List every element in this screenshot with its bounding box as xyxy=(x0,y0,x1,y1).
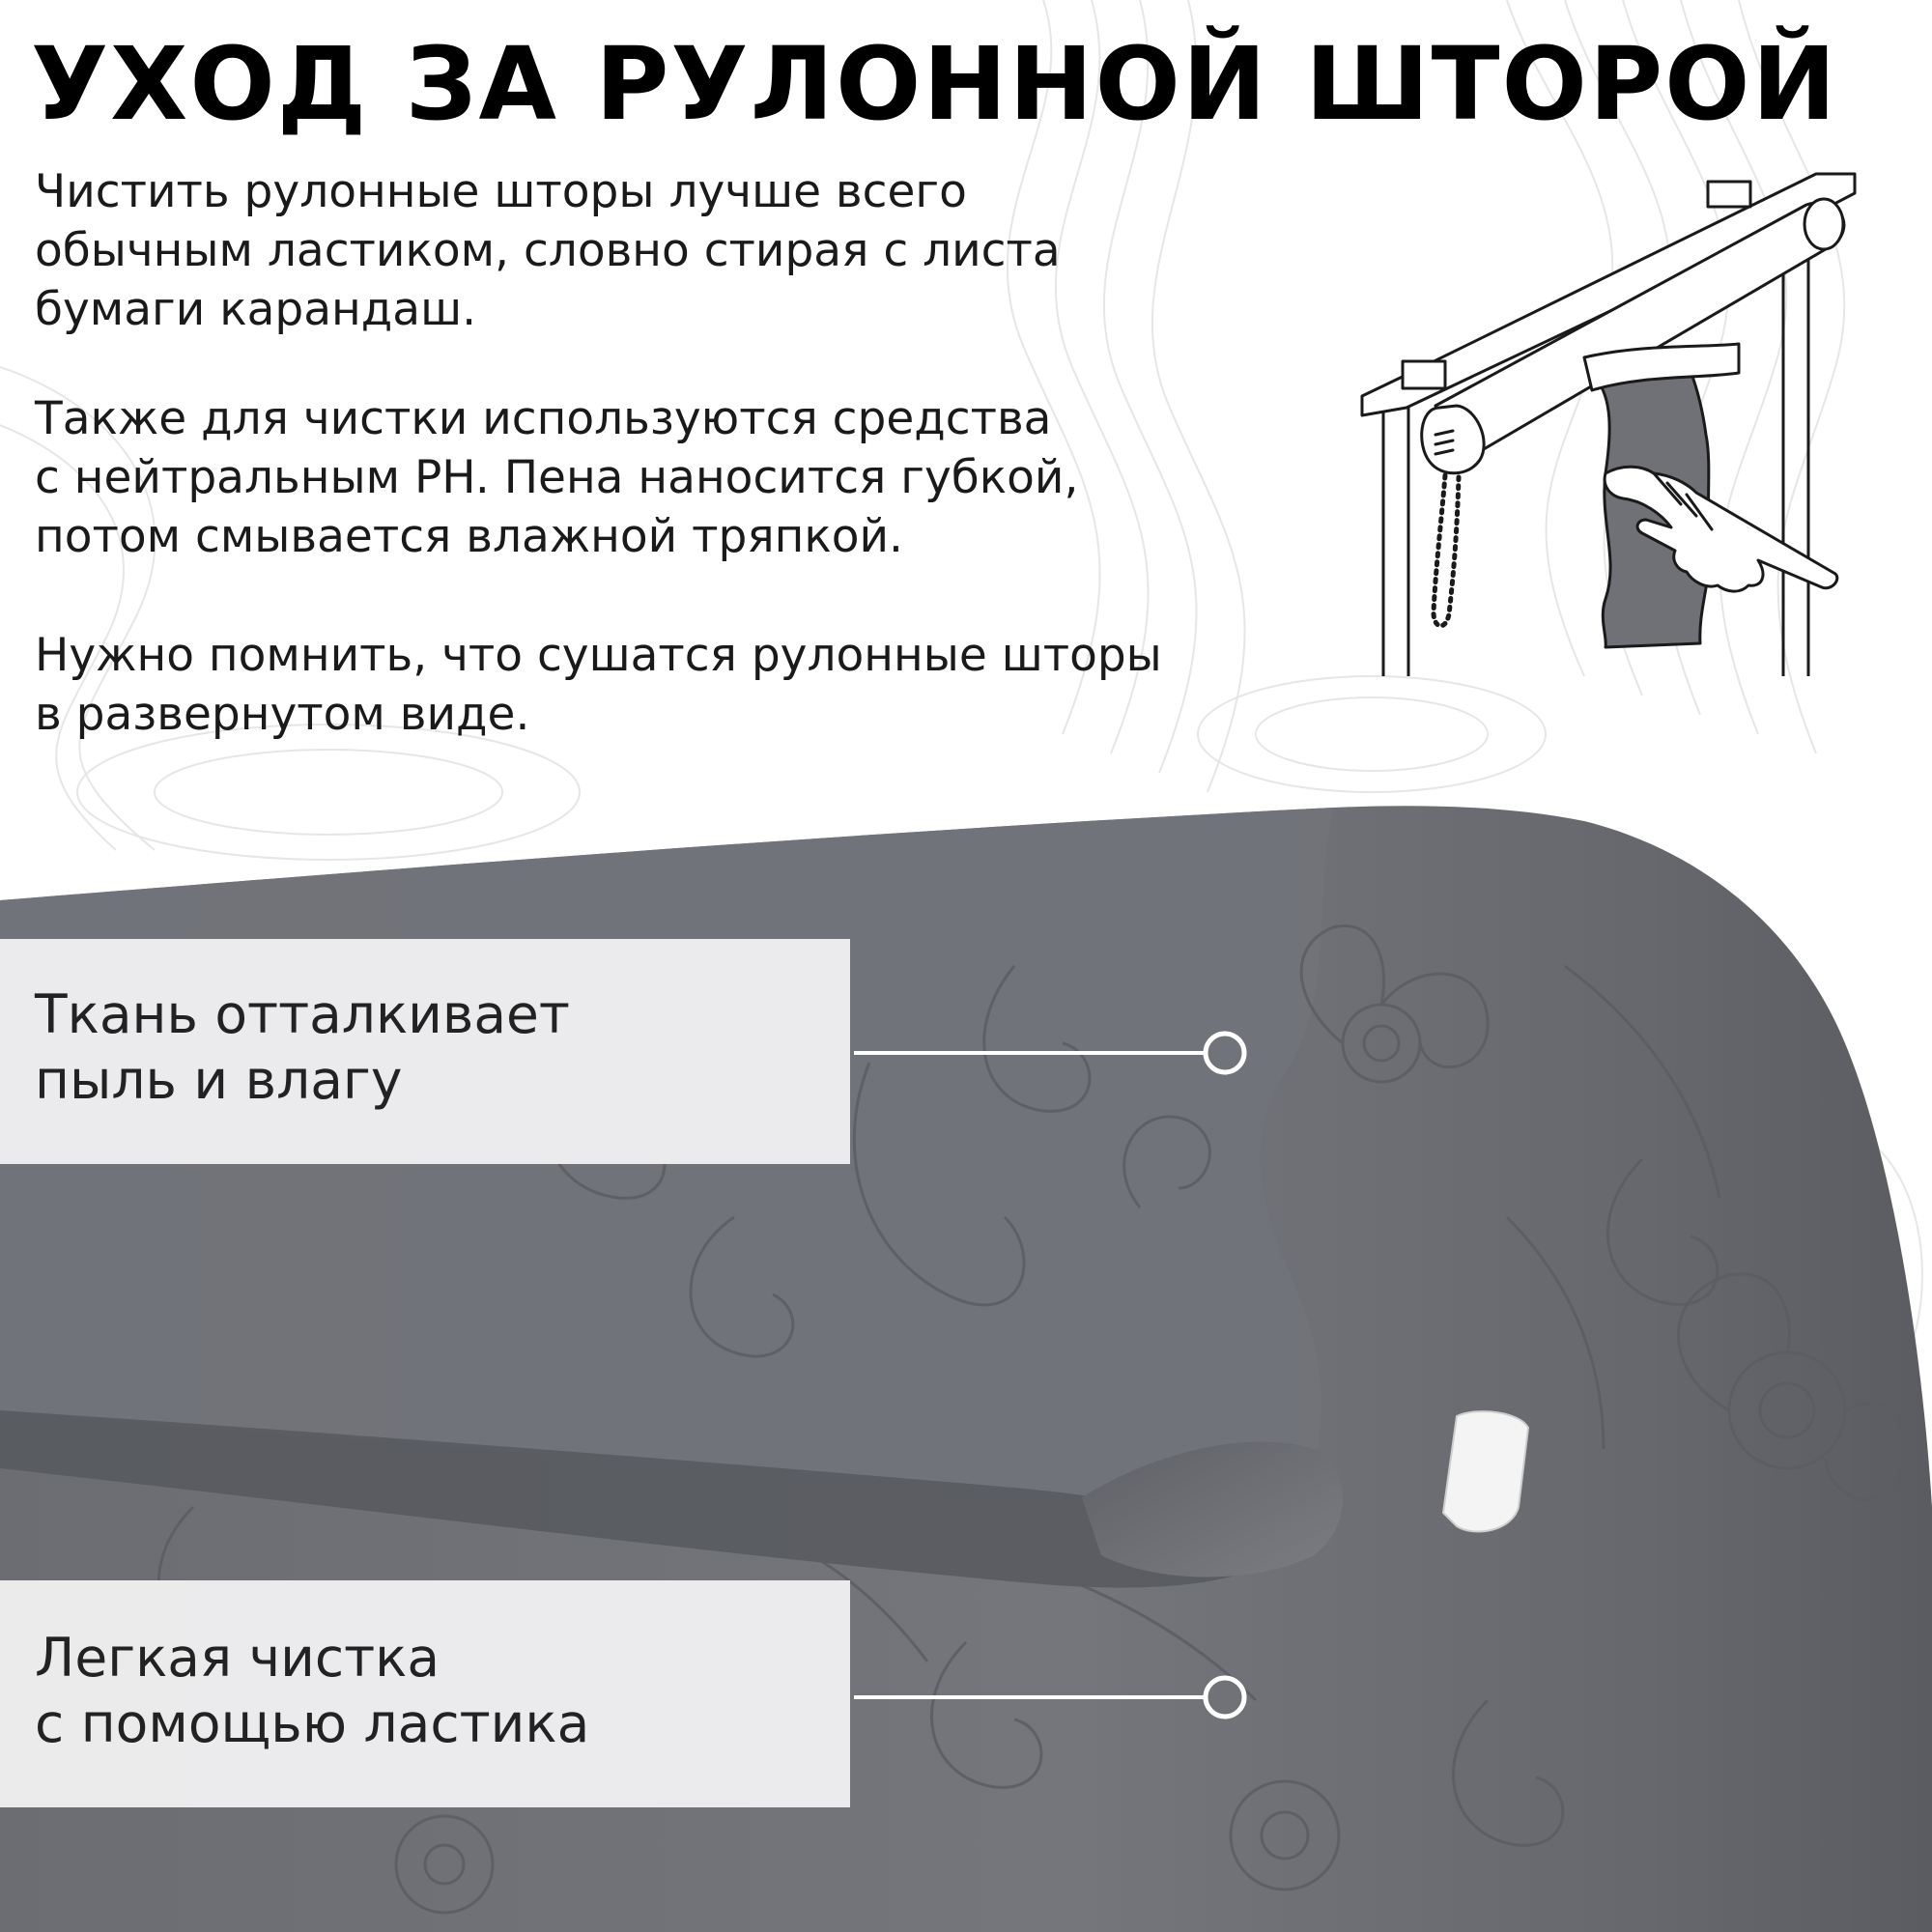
feature-label-repels-dust: Ткань отталкивает пыль и влагу xyxy=(35,983,570,1111)
instruction-neutral-ph: Также для чистки используются средства с нейтральным PH. Пена наносится губкой, потом смывается влажной тряпкой. xyxy=(35,392,1079,563)
callout-pointer-2 xyxy=(850,1668,1256,1726)
instruction-eraser: Чистить рулонные шторы лучше всего обычным ластиком, словно стирая с листа бумаги карандаш. xyxy=(35,165,1061,336)
feature-label-easy-cleaning: Легкая чистка с помощью ластика xyxy=(35,1627,590,1754)
feature-callout-easy-cleaning xyxy=(0,1580,850,1807)
feature-callout-repels-dust xyxy=(0,939,850,1164)
roller-blind-cleaning-illustration xyxy=(1352,155,1874,676)
instruction-drying: Нужно помнить, что сушатся рулонные шторы в развернутом виде. xyxy=(35,629,1162,741)
page-title: УХОД ЗА РУЛОННОЙ ШТОРОЙ xyxy=(31,25,1838,143)
callout-pointer-1 xyxy=(850,1024,1256,1082)
